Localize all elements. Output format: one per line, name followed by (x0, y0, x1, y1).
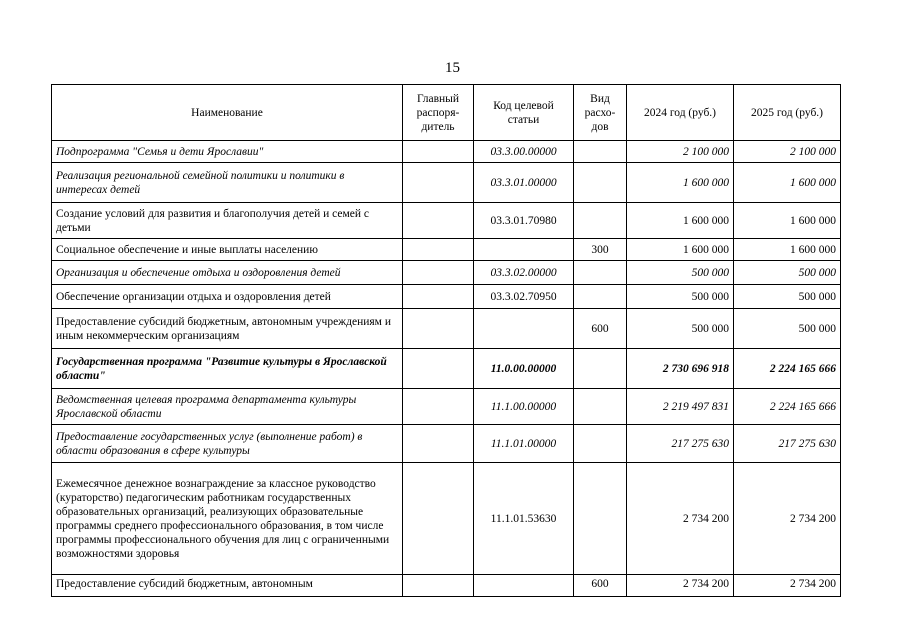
cell-expense-type (574, 349, 627, 389)
cell-2024: 1 600 000 (627, 203, 734, 239)
cell-2024: 2 734 200 (627, 575, 734, 597)
table-row (52, 203, 841, 239)
cell-main-manager (403, 261, 474, 285)
cell-expense-type (574, 389, 627, 425)
cell-target-code (474, 575, 574, 597)
cell-name: Ежемесячное денежное вознаграждение за классное руководство (кураторство) педагогическим работникам государственных образовательных организаций, реализующих образовательные программы среднего профессионального образования, в том числе программы профессионального обучения для лиц с ограниченными возможностями здоровья (52, 463, 403, 575)
header-2025: 2025 год (руб.) (734, 85, 841, 141)
cell-name: Реализация региональной семейной политики и политики в интересах детей (52, 163, 403, 203)
table-row (52, 575, 841, 597)
cell-2025: 2 224 165 666 (734, 389, 841, 425)
cell-2025: 500 000 (734, 309, 841, 349)
cell-expense-type: 600 (574, 309, 627, 349)
cell-2024: 2 734 200 (627, 463, 734, 575)
cell-name: Социальное обеспечение и иные выплаты населению (52, 239, 403, 261)
cell-target-code: 03.3.01.70980 (474, 203, 574, 239)
header-main-manager: Главный распоря-дитель (403, 85, 474, 141)
cell-name: Организация и обеспечение отдыха и оздоровления детей (52, 261, 403, 285)
cell-2025: 2 734 200 (734, 463, 841, 575)
table-row (52, 261, 841, 285)
cell-main-manager (403, 425, 474, 463)
cell-main-manager (403, 349, 474, 389)
cell-2025: 2 734 200 (734, 575, 841, 597)
table-row (52, 163, 841, 203)
header-row (52, 85, 841, 141)
cell-target-code: 03.3.02.00000 (474, 261, 574, 285)
cell-2024: 2 100 000 (627, 141, 734, 163)
table-row (52, 425, 841, 463)
cell-2025: 1 600 000 (734, 163, 841, 203)
page-number: 15 (445, 60, 460, 76)
cell-main-manager (403, 203, 474, 239)
cell-2025: 500 000 (734, 285, 841, 309)
cell-main-manager (403, 389, 474, 425)
cell-name: Предоставление субсидий бюджетным, автономным учреждениям и иным некоммерческим организациям (52, 309, 403, 349)
cell-name: Создание условий для развития и благополучия детей и семей с детьми (52, 203, 403, 239)
budget-table (51, 84, 841, 597)
cell-expense-type (574, 141, 627, 163)
cell-2024: 500 000 (627, 285, 734, 309)
table-row (52, 239, 841, 261)
cell-expense-type (574, 261, 627, 285)
cell-target-code: 11.0.00.00000 (474, 349, 574, 389)
cell-main-manager (403, 285, 474, 309)
cell-2024: 217 275 630 (627, 425, 734, 463)
header-expense-type: Вид расхо-дов (574, 85, 627, 141)
cell-target-code (474, 309, 574, 349)
cell-expense-type (574, 463, 627, 575)
cell-name: Подпрограмма "Семья и дети Ярославии" (52, 141, 403, 163)
cell-main-manager (403, 141, 474, 163)
header-target-code: Код целевой статьи (474, 85, 574, 141)
cell-2024: 500 000 (627, 309, 734, 349)
cell-expense-type (574, 425, 627, 463)
cell-target-code (474, 239, 574, 261)
cell-expense-type: 600 (574, 575, 627, 597)
table-row (52, 141, 841, 163)
cell-target-code: 03.3.02.70950 (474, 285, 574, 309)
table-body (52, 141, 841, 597)
table-row (52, 463, 841, 575)
cell-2025: 217 275 630 (734, 425, 841, 463)
header-name: Наименование (52, 85, 403, 141)
header-2024: 2024 год (руб.) (627, 85, 734, 141)
table-row (52, 309, 841, 349)
cell-target-code: 11.1.01.53630 (474, 463, 574, 575)
cell-2025: 1 600 000 (734, 203, 841, 239)
cell-name: Предоставление субсидий бюджетным, автономным (52, 575, 403, 597)
cell-2025: 1 600 000 (734, 239, 841, 261)
table-row (52, 389, 841, 425)
cell-expense-type (574, 285, 627, 309)
cell-main-manager (403, 575, 474, 597)
cell-main-manager (403, 309, 474, 349)
cell-2025: 500 000 (734, 261, 841, 285)
cell-2024: 1 600 000 (627, 163, 734, 203)
cell-2024: 2 219 497 831 (627, 389, 734, 425)
cell-name: Ведомственная целевая программа департамента культуры Ярославской области (52, 389, 403, 425)
cell-2024: 500 000 (627, 261, 734, 285)
cell-main-manager (403, 463, 474, 575)
cell-name: Предоставление государственных услуг (выполнение работ) в области образования в сфере культуры (52, 425, 403, 463)
cell-expense-type: 300 (574, 239, 627, 261)
cell-name: Обеспечение организации отдыха и оздоровления детей (52, 285, 403, 309)
cell-target-code: 03.3.00.00000 (474, 141, 574, 163)
cell-2025: 2 100 000 (734, 141, 841, 163)
cell-2024: 2 730 696 918 (627, 349, 734, 389)
cell-target-code: 03.3.01.00000 (474, 163, 574, 203)
table-row (52, 349, 841, 389)
cell-target-code: 11.1.00.00000 (474, 389, 574, 425)
cell-main-manager (403, 239, 474, 261)
cell-expense-type (574, 163, 627, 203)
cell-main-manager (403, 163, 474, 203)
cell-target-code: 11.1.01.00000 (474, 425, 574, 463)
cell-2024: 1 600 000 (627, 239, 734, 261)
table-row (52, 285, 841, 309)
cell-2025: 2 224 165 666 (734, 349, 841, 389)
cell-expense-type (574, 203, 627, 239)
cell-name: Государственная программа "Развитие культуры в Ярославской области" (52, 349, 403, 389)
